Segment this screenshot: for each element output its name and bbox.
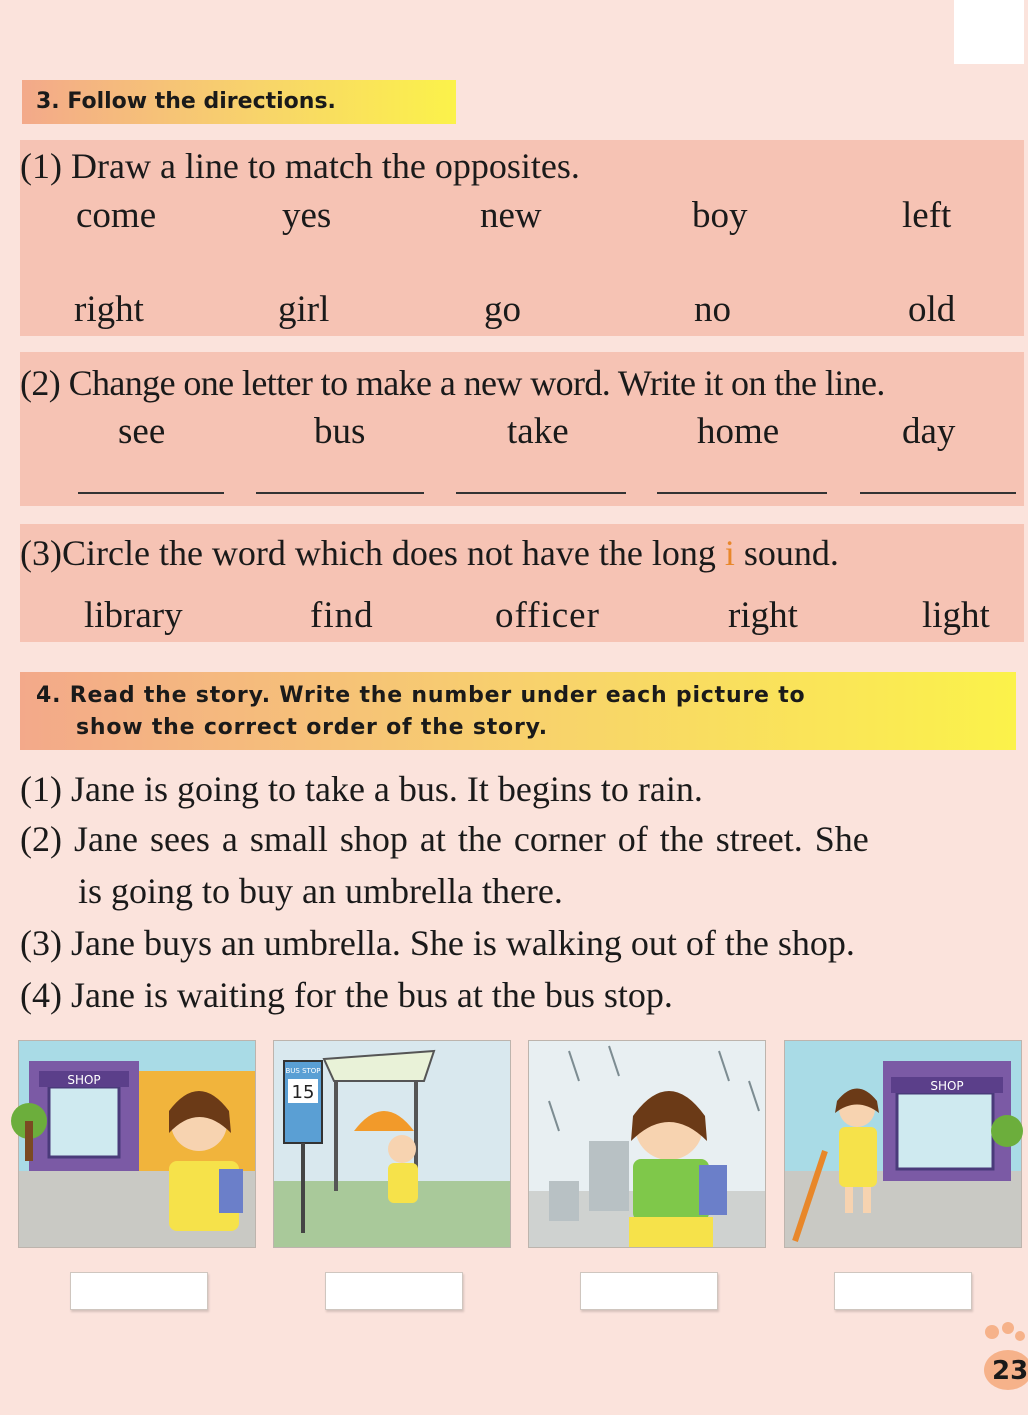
part3-instruction	[20, 532, 839, 574]
long-i-letter: i	[724, 533, 735, 573]
answer-line[interactable]	[860, 492, 1016, 494]
answer-line[interactable]	[456, 492, 626, 494]
story-line: (3) Jane buys an umbrella. She is walking out of the shop.	[20, 923, 855, 963]
change-word: home	[697, 411, 780, 452]
order-answer-box[interactable]	[325, 1272, 463, 1310]
match-word-bottom[interactable]: no	[694, 289, 731, 330]
section-3-heading: 3. Follow the directions.	[22, 80, 456, 124]
circle-word[interactable]: find	[310, 595, 374, 636]
story-line: (1) Jane is going to take a bus. It begins to rain.	[20, 769, 703, 809]
change-word: bus	[314, 411, 366, 452]
order-answer-box[interactable]	[70, 1272, 208, 1310]
answer-line[interactable]	[78, 492, 224, 494]
match-word-top[interactable]: come	[76, 195, 157, 236]
part2-instruction: (2) Change one letter to make a new word. Write it on the line.	[20, 363, 885, 403]
story-line: (4) Jane is waiting for the bus at the bus stop.	[20, 975, 673, 1015]
section-4-heading-line2: show the correct order of the story.	[76, 715, 548, 740]
shop-sign: SHOP	[930, 1079, 964, 1093]
circle-word[interactable]: right	[728, 595, 798, 636]
picture-shop	[18, 1040, 256, 1248]
story-line: is going to buy an umbrella there.	[78, 871, 563, 911]
shop-sign: SHOP	[67, 1073, 101, 1087]
order-answer-box[interactable]	[834, 1272, 972, 1310]
part3-label: (3)	[20, 533, 62, 573]
picture-rain	[528, 1040, 766, 1248]
rain-scene-illustration	[529, 1041, 765, 1247]
bus-stop-sign: BUS STOP	[285, 1067, 321, 1075]
match-word-top[interactable]: new	[480, 195, 542, 236]
order-answer-box[interactable]	[580, 1272, 718, 1310]
bus-stop-scene-illustration	[274, 1041, 510, 1247]
part1-instruction: (1) Draw a line to match the opposites.	[20, 146, 580, 186]
match-word-bottom[interactable]: right	[74, 289, 144, 330]
section-4-heading-line1: 4. Read the story. Write the number under each picture to	[36, 683, 806, 708]
leaving-shop-scene-illustration	[785, 1041, 1021, 1247]
part3-text-end: sound.	[734, 533, 839, 573]
match-word-bottom[interactable]: girl	[278, 289, 330, 330]
corner-blank	[954, 0, 1024, 64]
section-4-heading	[20, 672, 1016, 750]
change-word: take	[507, 411, 569, 452]
change-word: day	[902, 411, 956, 452]
match-word-top[interactable]: yes	[282, 195, 332, 236]
match-word-bottom[interactable]: go	[484, 289, 521, 330]
picture-bus-stop	[273, 1040, 511, 1248]
picture-leaving-shop	[784, 1040, 1022, 1248]
story-line: (2) Jane sees a small shop at the corner of the street. She	[20, 819, 869, 859]
circle-word[interactable]: light	[922, 595, 990, 636]
change-word: see	[118, 411, 166, 452]
match-word-bottom[interactable]: old	[908, 289, 956, 330]
answer-line[interactable]	[657, 492, 827, 494]
circle-word[interactable]: library	[84, 595, 183, 636]
answer-line[interactable]	[256, 492, 424, 494]
match-word-top[interactable]: boy	[692, 195, 748, 236]
match-word-top[interactable]: left	[902, 195, 952, 236]
circle-word[interactable]: officer	[495, 595, 600, 636]
shop-scene-illustration	[19, 1041, 255, 1247]
bus-stop-number: 15	[291, 1082, 315, 1103]
part3-text: Circle the word which does not have the long	[61, 533, 725, 573]
page-number: 23	[992, 1356, 1028, 1386]
